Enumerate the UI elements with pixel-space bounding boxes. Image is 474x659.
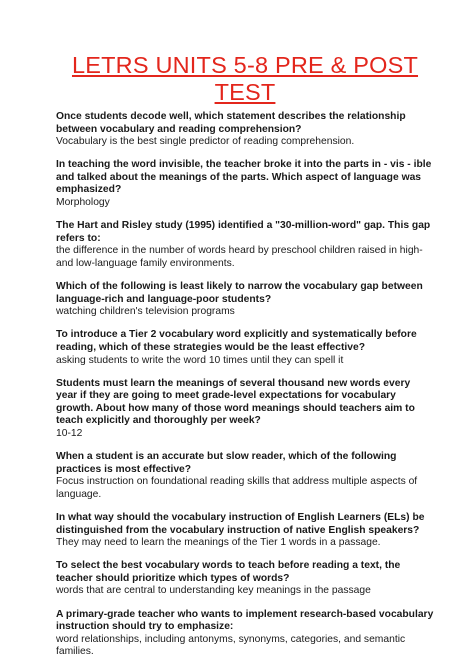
- answer-text: the difference in the number of words heard by preschool children raised in high- and low-language family environments.: [56, 245, 423, 269]
- answer-text: Morphology: [56, 197, 110, 209]
- question-item-5: [56, 329, 434, 367]
- question-text: A primary-grade teacher who wants to implement research-based vocabulary instruction should try to emphasize:: [56, 608, 434, 633]
- question-text: Students must learn the meanings of several thousand new words every year if they are going to meet grade-level expectations for vocabulary growth. About how many of those word meanings should teachers aim to teach explicitly and thoroughly per week?: [56, 377, 415, 427]
- question-text: When a student is an accurate but slow reader, which of the following practices is most effective?: [56, 451, 397, 475]
- question-item-4: [56, 281, 434, 319]
- answer-text: watching children's television programs: [56, 306, 235, 318]
- question-item-2: [56, 159, 434, 209]
- question-text: To select the best vocabulary words to teach before reading a text, the teacher should prioritize which types of words?: [56, 560, 401, 584]
- question-text: Which of the following is least likely to narrow the vocabulary gap between language-rich and language-poor students?: [56, 281, 423, 305]
- answer-text: words that are central to understanding key meanings in the passage: [56, 585, 371, 597]
- answer-text: 10-12: [56, 427, 83, 439]
- answer-text: asking students to write the word 10 times until they can spell it: [56, 354, 344, 366]
- answer-text: Vocabulary is the best single predictor of reading comprehension.: [56, 136, 355, 148]
- question-text: In teaching the word invisible, the teacher broke it into the parts in - vis - ible and talked about the meanings of the parts. Which aspect of language was emphasized?: [56, 159, 432, 196]
- question-item-6: [56, 378, 434, 441]
- answer-text: word relationships, including antonyms, synonyms, categories, and semantic families.: [56, 633, 406, 658]
- answer-text: Focus instruction on foundational reading skills that address multiple aspects of language.: [56, 476, 418, 500]
- question-item-9: [56, 560, 434, 598]
- document-title: LETRS UNITS 5-8 PRE & POST TEST: [71, 52, 419, 105]
- question-item-10: [56, 609, 434, 659]
- question-text: To introduce a Tier 2 vocabulary word explicitly and systematically before reading, which of these strategies would be the least effective?: [56, 329, 417, 353]
- question-text: The Hart and Risley study (1995) identified a "30-million-word" gap. This gap refers to:: [56, 220, 431, 244]
- question-list: [56, 111, 434, 659]
- question-item-1: [56, 111, 434, 149]
- question-text: In what way should the vocabulary instruction of English Learners (ELs) be distinguished from the vocabulary instruction of native English speakers?: [56, 511, 425, 536]
- question-text: Once students decode well, which statement describes the relationship between vocabulary and reading comprehension?: [56, 111, 406, 135]
- question-item-7: [56, 451, 434, 501]
- question-item-3: [56, 220, 434, 270]
- question-item-8: [56, 512, 434, 550]
- answer-text: They may need to learn the meanings of the Tier 1 words in a passage.: [56, 537, 381, 549]
